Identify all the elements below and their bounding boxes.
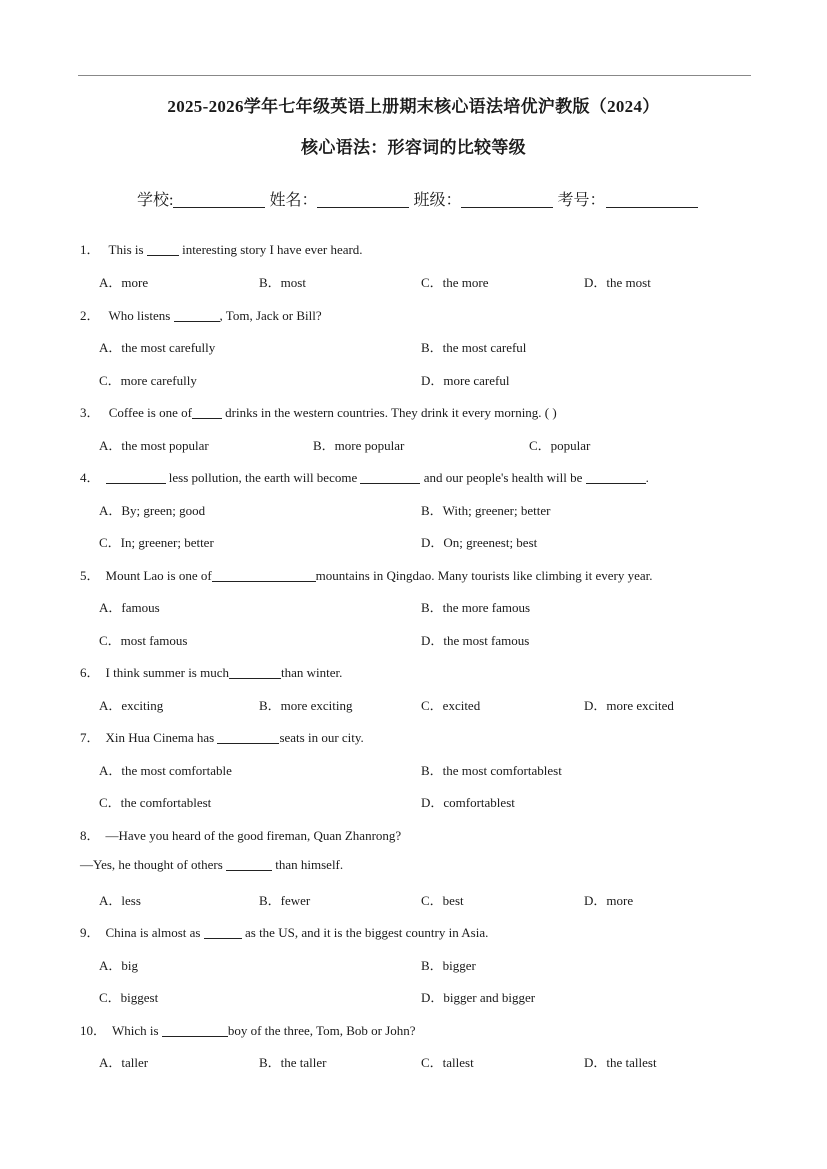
option-d[interactable]: D．the most: [584, 275, 651, 290]
option-a[interactable]: A．less: [99, 893, 141, 908]
answer-blank: [586, 471, 646, 484]
school-field[interactable]: [173, 191, 265, 208]
option-c[interactable]: C．the more: [421, 275, 489, 290]
option-c[interactable]: C．more carefully: [99, 373, 197, 388]
option-a[interactable]: A．the most carefully: [99, 340, 216, 355]
question-3: 3． Coffee is one of drinks in the western countries. They drink it every morning. ( ): [80, 405, 557, 420]
option-d[interactable]: D．comfortablest: [421, 795, 515, 810]
option-a[interactable]: A．By; green; good: [99, 503, 206, 518]
option-b[interactable]: B．bigger: [421, 958, 476, 973]
question-8-line-2: —Yes, he thought of others than himself.: [80, 857, 344, 872]
student-info-row: [137, 187, 698, 210]
option-c[interactable]: C．excited: [421, 698, 481, 713]
answer-blank: [204, 926, 242, 939]
school-label: 学校:: [137, 192, 174, 209]
exam-no-field[interactable]: [606, 191, 698, 208]
option-d[interactable]: D．the most famous: [421, 633, 530, 648]
option-c[interactable]: C．best: [421, 893, 464, 908]
name-label: 姓名：: [269, 192, 318, 209]
option-a[interactable]: A．the most popular: [99, 438, 209, 453]
question-2: 2． Who listens , Tom, Jack or Bill?: [80, 308, 322, 323]
option-b[interactable]: B．more exciting: [259, 698, 353, 713]
question-8: 8． —Have you heard of the good fireman, Quan Zhanrong?: [80, 828, 402, 843]
answer-blank: [174, 309, 220, 322]
question-9: 9． China is almost as as the US, and it is the biggest country in Asia.: [80, 925, 489, 940]
option-b[interactable]: B．fewer: [259, 893, 311, 908]
name-field[interactable]: [317, 191, 409, 208]
option-a[interactable]: A．exciting: [99, 698, 164, 713]
option-a[interactable]: A．more: [99, 275, 149, 290]
page-subtitle: 核心语法：形容词的比较等级: [301, 138, 526, 157]
option-a[interactable]: A．famous: [99, 600, 160, 615]
question-5: 5． Mount Lao is one of mountains in Qingdao. Many tourists like climbing it every year.: [80, 568, 653, 583]
option-c[interactable]: C．popular: [529, 438, 591, 453]
option-a[interactable]: A．taller: [99, 1055, 149, 1070]
option-c[interactable]: C．In; greener; better: [99, 535, 214, 550]
option-b[interactable]: B．the most comfortablest: [421, 763, 562, 778]
question-6: 6． I think summer is much than winter.: [80, 665, 343, 680]
option-b[interactable]: B．most: [259, 275, 306, 290]
option-b[interactable]: B．the taller: [259, 1055, 327, 1070]
question-10: 10． Which is boy of the three, Tom, Bob or John?: [80, 1023, 416, 1038]
question-4: 4． less pollution, the earth will become and our people's health will be .: [80, 470, 649, 485]
exam-no-label: 考号：: [557, 192, 606, 209]
option-d[interactable]: D．more careful: [421, 373, 510, 388]
option-a[interactable]: A．the most comfortable: [99, 763, 232, 778]
top-rule: [78, 75, 751, 76]
class-label: 班级：: [413, 192, 462, 209]
answer-blank: [212, 569, 316, 582]
option-c[interactable]: C．the comfortablest: [99, 795, 212, 810]
question-1: 1． This is interesting story I have ever heard.: [80, 242, 363, 257]
answer-blank: [192, 406, 222, 419]
answer-blank: [229, 666, 281, 679]
option-c[interactable]: C．biggest: [99, 990, 159, 1005]
option-b[interactable]: B．the most careful: [421, 340, 527, 355]
option-b[interactable]: B．more popular: [313, 438, 405, 453]
answer-blank: [147, 243, 179, 256]
option-c[interactable]: C．most famous: [99, 633, 188, 648]
answer-blank: [226, 858, 272, 871]
answer-blank: [106, 471, 166, 484]
answer-blank: [217, 731, 279, 744]
option-d[interactable]: D．more: [584, 893, 634, 908]
option-a[interactable]: A．big: [99, 958, 139, 973]
answer-blank: [360, 471, 420, 484]
page-title: 2025-2026学年七年级英语上册期末核心语法培优沪教版（2024）: [167, 97, 660, 116]
option-d[interactable]: D．more excited: [584, 698, 674, 713]
option-d[interactable]: D．the tallest: [584, 1055, 657, 1070]
option-d[interactable]: D．On; greenest; best: [421, 535, 538, 550]
class-field[interactable]: [461, 191, 553, 208]
answer-blank: [162, 1024, 228, 1037]
option-b[interactable]: B．the more famous: [421, 600, 531, 615]
option-b[interactable]: B．With; greener; better: [421, 503, 551, 518]
option-d[interactable]: D．bigger and bigger: [421, 990, 536, 1005]
question-7: 7． Xin Hua Cinema has seats in our city.: [80, 730, 364, 745]
option-c[interactable]: C．tallest: [421, 1055, 474, 1070]
